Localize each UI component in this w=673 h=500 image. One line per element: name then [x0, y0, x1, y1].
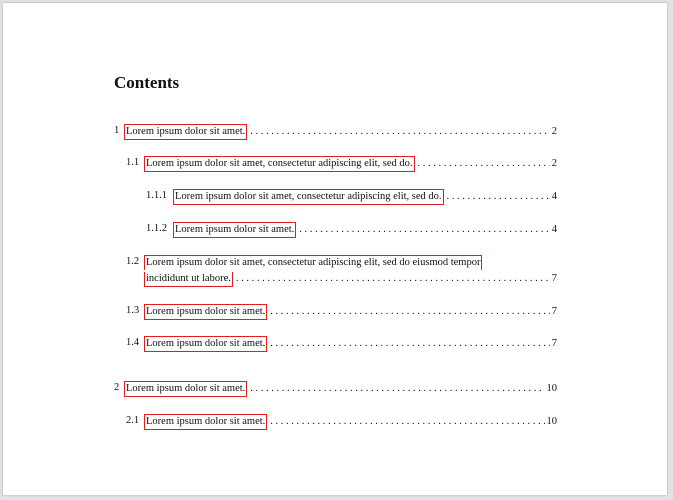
toc-entry	[114, 381, 557, 397]
toc-entry	[126, 336, 557, 352]
page-number: 7	[551, 338, 557, 349]
page-number: 4	[551, 224, 557, 235]
toc-link[interactable]: Lorem ipsum dolor sit amet.	[144, 304, 267, 320]
toc-entry	[126, 156, 557, 172]
section-number: 1.3	[126, 305, 140, 316]
toc-link[interactable]: Lorem ipsum dolor sit amet.	[144, 336, 267, 352]
page-number: 10	[546, 416, 557, 427]
dot-leader	[418, 157, 550, 171]
toc-link[interactable]: Lorem ipsum dolor sit amet.	[144, 414, 267, 430]
dot-leader	[250, 382, 544, 396]
page-number: 7	[551, 273, 557, 284]
section-number: 1.1.2	[146, 223, 167, 234]
page-number: 2	[551, 126, 557, 137]
section-number: 1.4	[126, 337, 140, 348]
section-number: 1.1	[126, 157, 140, 168]
toc-entry	[126, 255, 557, 287]
toc-entry	[146, 222, 557, 238]
section-number: 1.2	[126, 256, 140, 267]
dot-leader	[270, 337, 549, 351]
toc-link[interactable]: Lorem ipsum dolor sit amet.	[124, 381, 247, 397]
toc-link[interactable]: Lorem ipsum dolor sit amet, consectetur adipiscing elit, sed do.	[144, 156, 415, 172]
toc-entry	[126, 414, 557, 430]
page-number: 4	[551, 191, 557, 202]
section-number: 2.1	[126, 415, 140, 426]
section-number: 1.1.1	[146, 190, 167, 201]
dot-leader	[270, 305, 549, 319]
toc-link-line1[interactable]: Lorem ipsum dolor sit amet, consectetur adipiscing elit, sed do eiusmod tempor	[146, 257, 481, 268]
toc-link-line2[interactable]: incididunt ut labore.	[144, 272, 233, 287]
dot-leader	[250, 125, 549, 139]
dot-leader	[299, 223, 549, 237]
toc-entry	[126, 304, 557, 320]
document-page	[3, 3, 667, 495]
toc-link[interactable]: Lorem ipsum dolor sit amet.	[173, 222, 296, 238]
toc-entry	[114, 124, 557, 140]
toc-link[interactable]: Lorem ipsum dolor sit amet, consectetur adipiscing elit, sed do.	[173, 189, 444, 205]
toc-link[interactable]: Lorem ipsum dolor sit amet.	[124, 124, 247, 140]
page-number: 2	[551, 158, 557, 169]
dot-leader	[447, 190, 550, 204]
dot-leader	[236, 272, 550, 286]
dot-leader	[270, 415, 544, 429]
contents-heading: Contents	[114, 73, 180, 92]
page-number: 7	[551, 306, 557, 317]
section-number: 2	[114, 382, 120, 393]
page-number: 10	[546, 383, 557, 394]
toc-entry	[146, 189, 557, 205]
section-number: 1	[114, 125, 120, 136]
